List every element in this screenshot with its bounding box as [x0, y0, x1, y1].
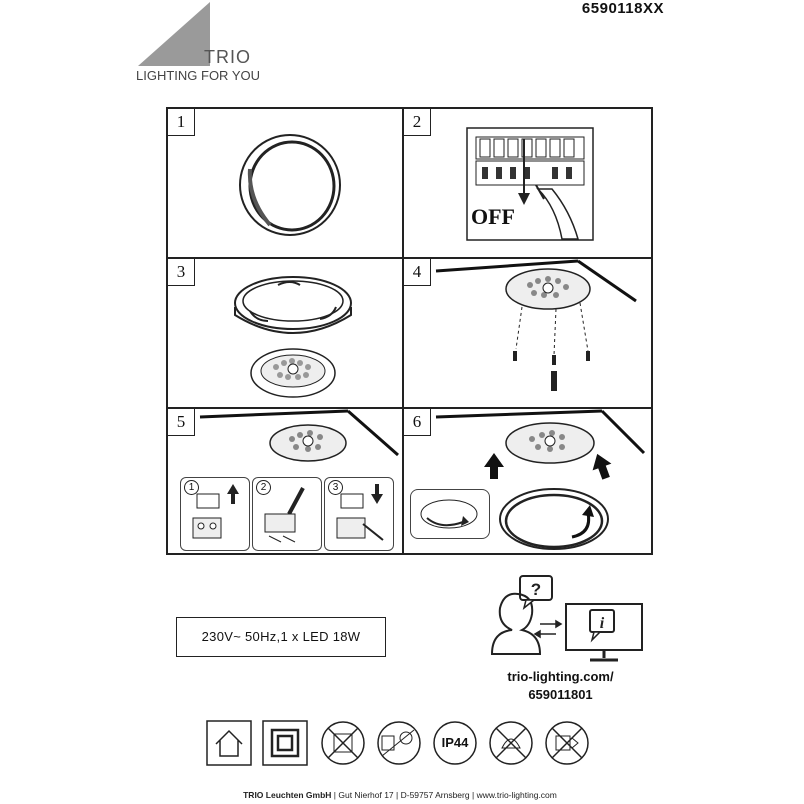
led-not-replaceable-icon	[544, 720, 590, 766]
step-number: 4	[404, 259, 431, 286]
remove-cover-icon	[228, 267, 358, 403]
support-illustration	[478, 574, 648, 668]
substep-number: 2	[256, 480, 271, 495]
product-code: 6590118XX	[581, 0, 664, 17]
rotate-lock-icon	[411, 490, 489, 538]
no-dimmer-icon	[320, 720, 366, 766]
step-number: 2	[404, 109, 431, 136]
footer-company: TRIO Leuchten GmbH	[243, 790, 332, 800]
footer	[140, 790, 660, 800]
svg-text:i: i	[599, 615, 605, 632]
support-code: 659011801	[528, 687, 593, 702]
mount-base-icon	[428, 259, 652, 407]
step-5-panel	[167, 408, 403, 554]
support-links	[493, 668, 628, 704]
step-4-panel	[403, 258, 652, 408]
terminal-close-icon	[333, 484, 389, 544]
ip-rating: IP44	[441, 735, 469, 750]
step-2-panel	[403, 108, 652, 258]
exchange-arrows-icon	[535, 621, 561, 637]
trio-logo-icon	[138, 2, 214, 66]
footer-separator: |	[471, 790, 477, 800]
protection-class-ii-icon	[262, 720, 308, 766]
question-bubble-icon	[520, 576, 552, 608]
attach-cover-top-icon	[434, 409, 652, 489]
connect-wires-icon	[198, 409, 402, 473]
step-number: 6	[404, 409, 431, 436]
indoor-use-icon	[206, 720, 252, 766]
substep-3-panel	[324, 477, 394, 551]
substep-1-panel	[180, 477, 250, 551]
step-number: 5	[168, 409, 195, 436]
step-6-panel	[403, 408, 652, 554]
footer-separator: |	[396, 790, 401, 800]
footer-website[interactable]: www.trio-lighting.com	[476, 790, 557, 800]
svg-text:?: ?	[530, 580, 542, 599]
step-number: 3	[168, 259, 195, 286]
electrical-spec: 230V~ 50Hz,1 x LED 18W	[176, 617, 386, 657]
person-icon	[492, 594, 540, 654]
substep-2-panel	[252, 477, 322, 551]
footer-street: Gut Nierhof 17	[338, 790, 394, 800]
ip44-icon	[432, 720, 478, 766]
substep-number: 1	[184, 480, 199, 495]
footer-city: D-59757 Arnsberg	[400, 790, 470, 800]
rotate-lock-panel	[410, 489, 490, 539]
substep-number: 3	[328, 480, 343, 495]
terminal-open-icon	[189, 484, 245, 544]
instruction-grid	[166, 107, 653, 555]
footer-separator: |	[333, 790, 339, 800]
luminaire-icon	[230, 129, 350, 239]
brand-name: TRIO	[204, 47, 251, 67]
step-number: 1	[168, 109, 195, 136]
screwdriver-icon	[261, 484, 317, 544]
not-dimmable-icon	[488, 720, 534, 766]
off-label: OFF	[471, 204, 515, 229]
cover-attach-icon	[496, 483, 614, 553]
brand-tagline: LIGHTING FOR YOU	[136, 68, 260, 83]
info-monitor-icon	[566, 604, 642, 660]
no-bulb-change-icon	[376, 720, 422, 766]
step-1-panel	[167, 108, 403, 258]
support-url[interactable]: trio-lighting.com/	[507, 669, 614, 684]
step-3-panel	[167, 258, 403, 408]
